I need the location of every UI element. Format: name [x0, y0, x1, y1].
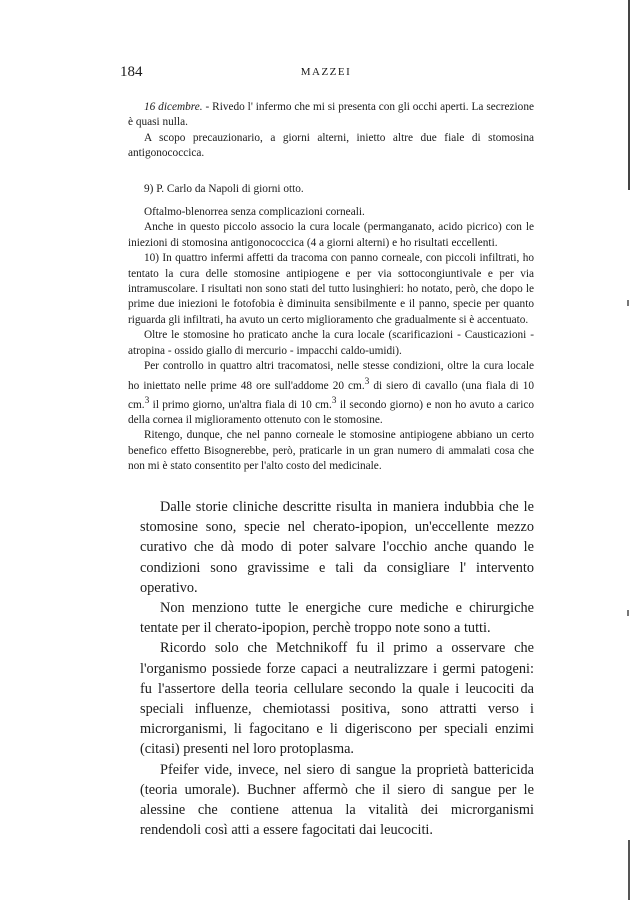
paragraph-precaution: A scopo precauzionario, a giorni alterni, inietto altre due fiale di stomosina antigonococcica.: [128, 131, 534, 160]
paragraph-text: di siero di cavallo (una fiala di 10 cm.: [128, 379, 534, 411]
paragraph-16-dicembre: [128, 100, 534, 131]
page-header: [120, 64, 532, 84]
paragraph-controllo: [128, 359, 534, 428]
scan-edge-mark: [628, 840, 630, 900]
paragraph-pfeifer: Pfeifer vide, invece, nel siero di sangue la proprietà battericida (teoria umorale). Buchner affermò che il siero di sangue per le alessine che contiene attenua la vitalità dei microrganismi rendendoli così atti a essere fagocitati dai leucociti.: [140, 761, 534, 839]
paragraph-stomosine-locale: Oltre le stomosine ho praticato anche la cura locale (scarificazioni - Causticazioni - atropina - ossido giallo di mercurio - impacchi caldo-umidi).: [128, 329, 534, 357]
paragraph-text: il secondo giorno) e non ho avuto a carico della cornea il miglioramento ottenuto con le stomosine.: [128, 398, 534, 426]
paragraph-text: il primo giorno, un'altra fiala di 10 cm.: [149, 398, 332, 411]
superscript: 3: [144, 395, 150, 406]
scan-dust-mark: [627, 300, 629, 306]
superscript: 3: [364, 376, 370, 387]
paragraph-cure: Non menziono tutte le energiche cure mediche e chirurgiche tentate per il cherato-ipopion, perchè troppo note sono a tutti.: [140, 600, 534, 637]
paragraph-ritengo: Ritengo, dunque, che nel panno corneale le stomosine antipiogene abbiano un certo benefico effetto Bisognerebbe, però, praticarle in un gran numero di ammalati cosa che non mi è stato consentito per l'alto costo del medicinale.: [128, 429, 534, 473]
date-label: 16 dicembre.: [144, 101, 203, 113]
paragraph-cura-locale: Anche in questo piccolo associo la cura locale (permanganato, acido picrico) con le iniezioni di stomosina antigonococcica (4 a giorni alterni) e ho risultati eccellenti.: [128, 221, 534, 249]
paragraph-conclusion: Dalle storie cliniche descritte risulta in maniera indubbia che le stomosine sono, specie nel cherato-ipopion, un'eccellente mezzo curativo che dà modo di poter salvare l'occhio anche quando le condizioni sono gravissime e tali da consigliare l' intervento operativo.: [140, 499, 534, 596]
scan-edge-mark: [628, 0, 630, 190]
page-number: 184: [120, 64, 143, 80]
superscript: 3: [331, 395, 337, 406]
case-9-heading: 9) P. Carlo da Napoli di giorni otto.: [144, 182, 304, 195]
paragraph-metchnikoff: Ricordo solo che Metchnikoff fu il primo a osservare che l'organismo possiede forze capaci a neutralizzare i germi patogeni: fu l'assertore della teoria cellulare secondo la quale i leucociti da speciali influenze, chemiotassi positiva, sono attratti verso i microrganismi, li fagocitano e li digeriscono per speciali enzimi (citasi) presenti nel loro protoplasma.: [140, 640, 534, 758]
small-text-block: [128, 100, 534, 474]
paragraph-case-10: 10) In quattro infermi affetti da tracoma con panno corneale, con piccoli infiltrati, ho tentato la cura delle stomosine antipiogene e per via sottocongiuntivale e per via intramuscolare. I risultati non sono stati del tutto lusinghieri: ho notato, però, che dopo le prime due iniezioni le fotofobia è diminuita sensibilmente e il panno, specie per quanto riguarda gli infiltrati, ha avuto un certo miglioramento che gradualmente si è accentuato.: [128, 252, 534, 326]
paragraph-oftalmo: Oftalmo-blenorrea senza complicazioni corneali.: [144, 206, 365, 219]
scan-dust-mark: [627, 610, 629, 616]
running-title: MAZZEI: [300, 66, 352, 78]
paragraph-text: Per controllo in quattro altri tracomatosi, nelle stesse condizioni, oltre la cura locale ho iniettato nelle prime 48 ore sull'addome 20 cm.: [128, 360, 534, 392]
large-text-block: [140, 497, 534, 840]
paragraph-text: - Rivedo l' infermo che mi si presenta con gli occhi aperti. La secrezione è quasi nulla.: [128, 101, 534, 129]
